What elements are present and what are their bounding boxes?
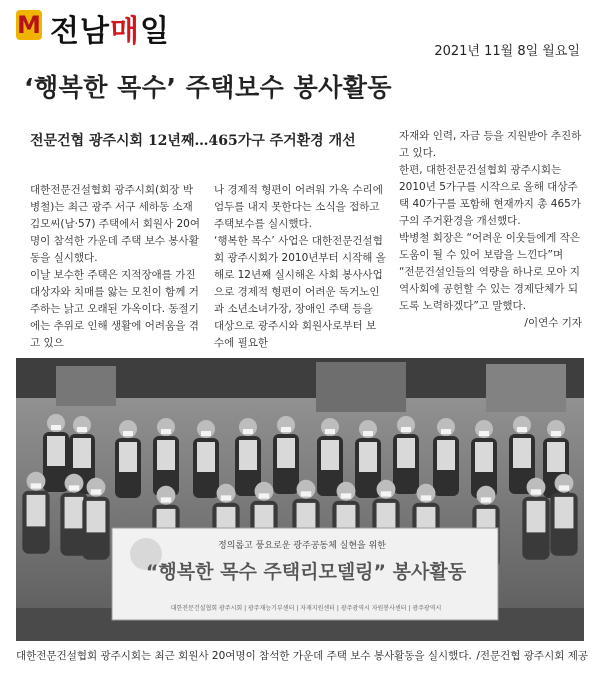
- volunteer-vest: [437, 440, 455, 470]
- volunteer-vest: [321, 440, 339, 470]
- volunteer-vest: [47, 436, 65, 466]
- face-mask: [559, 485, 570, 490]
- face-mask: [161, 497, 172, 502]
- volunteer-vest: [397, 438, 415, 468]
- paragraph: 대한전문건설협회 광주시회(회장 박병철)는 최근 광주 서구 세하동 소재 김모씨(남·57) 주택에서 회원사 20여명이 참석한 가운데 주택 보수 봉사활동을 실시했다.: [30, 184, 200, 264]
- face-mask: [123, 431, 133, 436]
- face-mask: [281, 427, 291, 432]
- caption-text: 대한전문건설협회 광주시회는 최근 회원사 20여명이 참석한 가운데 주택 보수 봉사활동을 실시했다.: [16, 650, 472, 662]
- volunteer-vest: [157, 440, 175, 470]
- photo-credit: /전문건협 광주시회 제공: [476, 650, 588, 662]
- masthead: [0, 0, 600, 60]
- face-mask: [381, 491, 392, 496]
- newspaper-name: [50, 6, 170, 50]
- name-suffix: 일: [139, 14, 170, 49]
- face-mask: [551, 431, 561, 436]
- volunteer-vest: [513, 438, 531, 468]
- banner-main-text: “행복한 목수 주택리모델링” 봉사활동: [145, 561, 467, 583]
- volunteer-vest: [359, 442, 377, 472]
- face-mask: [243, 429, 253, 434]
- face-mask: [301, 491, 312, 496]
- volunteer-vest: [27, 495, 46, 527]
- article-column-2: [214, 182, 386, 352]
- volunteer-vest: [197, 442, 215, 472]
- paragraph: ‘행복한 목수’ 사업은 대한전문건설협회 광주시회가 2010년부터 시작해 올해로 12년째 실시해온 사회 봉사사업으로 경제적 형편이 어려운 독거노인과 소년소녀가장, 장애인 주택 등을 대상으로 광주시와 회원사로부터 보수에 필요한: [214, 235, 386, 349]
- face-mask: [341, 493, 352, 498]
- paragraph: 이날 보수한 주택은 지적장애를 가진 대상자와 치매를 앓는 모친이 함께 거주하는 낡고 오래된 가옥이다. 동절기에는 추위로 인해 생활에 어려움을 겪고 있으: [30, 269, 199, 349]
- face-mask: [77, 427, 87, 432]
- article-column-1: [30, 182, 202, 352]
- volunteer-vest: [475, 442, 493, 472]
- group-photo: [16, 358, 584, 641]
- volunteer-vest: [547, 442, 565, 472]
- face-mask: [441, 429, 451, 434]
- event-banner: [112, 528, 498, 620]
- volunteer-vest: [73, 438, 91, 468]
- paragraph: 자재와 인력, 자금 등을 지원받아 추진하고 있다.: [399, 130, 582, 159]
- article-headline: ‘행복한 목수’ 주택보수 봉사활동: [24, 73, 393, 102]
- reporter-byline: /이연수 기자: [524, 317, 582, 329]
- face-mask: [51, 425, 61, 430]
- face-mask: [31, 483, 42, 488]
- name-accent: 매: [109, 14, 140, 49]
- face-mask: [531, 489, 542, 494]
- face-mask: [481, 497, 492, 502]
- volunteer-vest: [87, 501, 106, 533]
- face-mask: [517, 427, 527, 432]
- banner-top-text: 정의롭고 풍요로운 광주공동체 실현을 위한: [218, 541, 386, 551]
- volunteer-vest: [119, 442, 137, 472]
- paragraph: 박병철 회장은 “어려운 이웃들에게 작은 도움이 될 수 있어 보람을 느낀다”며 “전문건설인들의 역량을 하나로 모아 지역사회에 공헌할 수 있는 경제단체가 되도록 노력하겠다”고 말했다.: [399, 232, 581, 312]
- volunteer-vest: [65, 497, 84, 529]
- article-subhead: 전문건협 광주시회 12년째…465가구 주거환경 개선: [30, 133, 356, 149]
- banner-footer-text: 대한전문건설협회 광주시회 | 광주재능기부센터 | 자재지원센터 | 광주광역시 자원봉사센터 | 광주광역시: [170, 605, 442, 612]
- article-column-3: [399, 128, 582, 332]
- face-mask: [363, 431, 373, 436]
- face-mask: [221, 495, 232, 500]
- face-mask: [421, 495, 432, 500]
- face-mask: [259, 493, 270, 498]
- face-mask: [401, 427, 411, 432]
- face-mask: [479, 431, 489, 436]
- face-mask: [161, 429, 171, 434]
- face-mask: [69, 485, 80, 490]
- group-photo-image: [16, 358, 584, 641]
- name-prefix: 전남: [50, 14, 110, 49]
- paragraph: 한편, 대한전문건설협회 광주시회는 2010년 5가구를 시작으로 올해 대상주택 40가구를 포함해 현재까지 총 465가구의 주거환경을 개선했다.: [399, 164, 581, 227]
- volunteer-vest: [277, 438, 295, 468]
- face-mask: [91, 489, 102, 494]
- newspaper-logo-icon: M: [17, 11, 41, 39]
- volunteer-vest: [239, 440, 257, 470]
- volunteer-vest: [527, 501, 546, 533]
- photo-caption: [16, 648, 588, 663]
- face-mask: [201, 431, 211, 436]
- paragraph: 나 경제적 형편이 어려워 가옥 수리에 엄두를 내지 못한다는 소식을 접하고 주택보수를 실시했다.: [214, 184, 383, 230]
- volunteer-vest: [555, 497, 574, 529]
- issue-date: 2021년 11월 8일 월요일: [434, 44, 580, 59]
- face-mask: [325, 429, 335, 434]
